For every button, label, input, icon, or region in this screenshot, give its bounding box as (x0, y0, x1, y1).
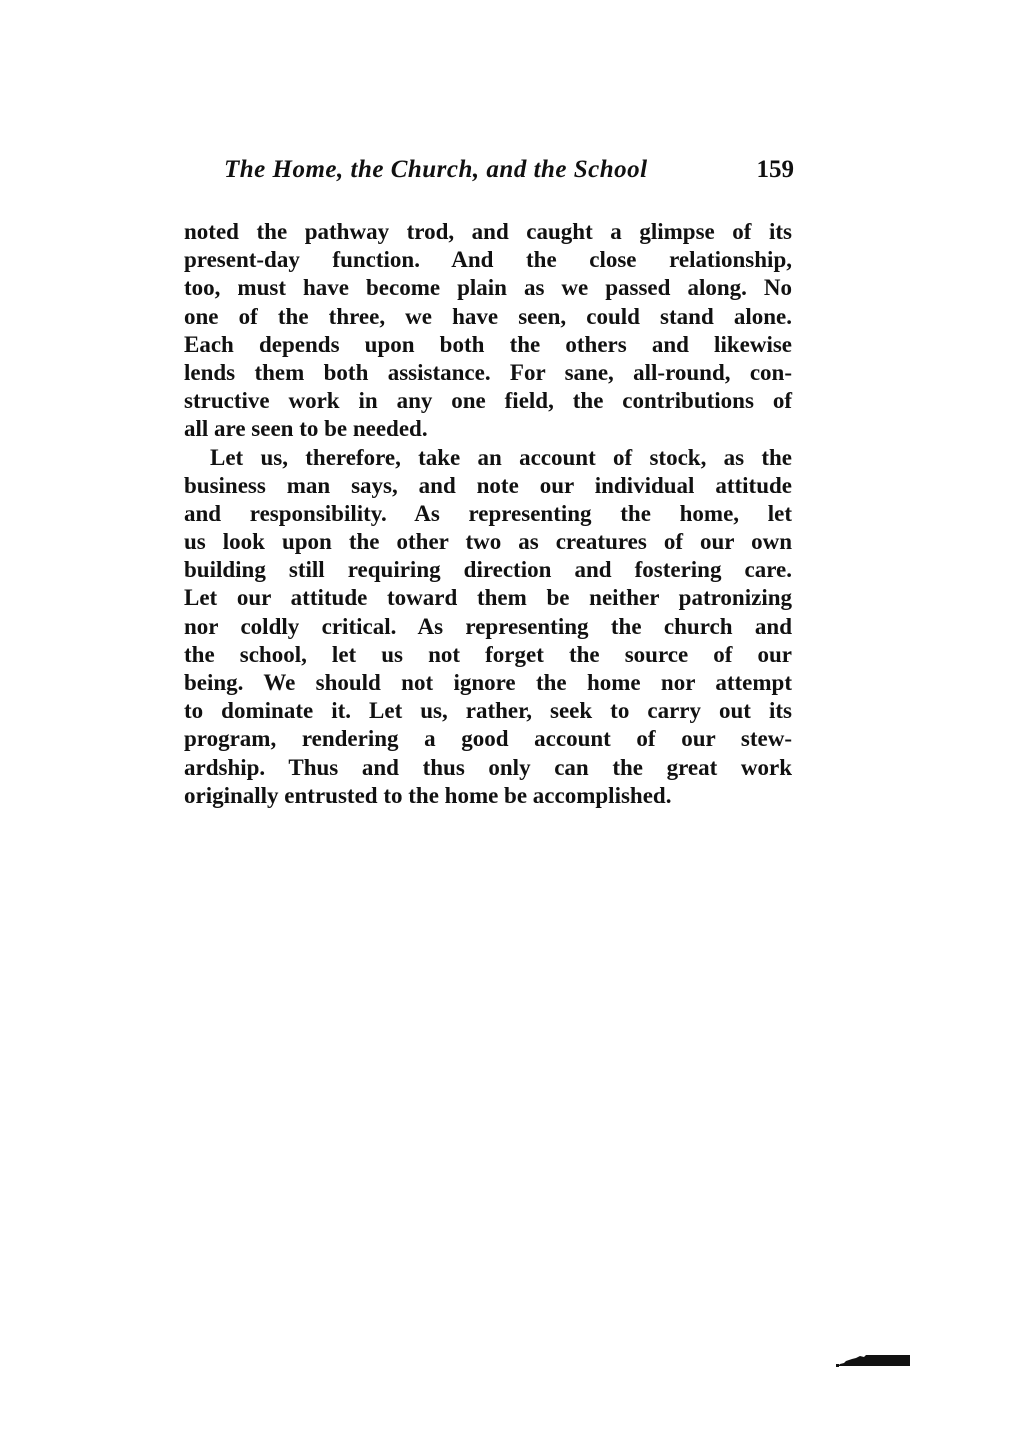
text-line: to dominate it. Let us, rather, seek to carry out its (184, 698, 792, 724)
text-line: building still requiring direction and fostering care. (184, 557, 792, 583)
text-line: present-day function. And the close relationship, (184, 247, 792, 273)
text-line: business man says, and note our individual attitude (184, 472, 792, 498)
paragraph (184, 218, 792, 444)
text-line: Let us, therefore, take an account of stock, as the (210, 444, 792, 470)
text-line: nor coldly critical. As representing the church and (184, 613, 792, 639)
text-line: noted the pathway trod, and caught a glimpse of its (184, 219, 792, 244)
text-line: too, must have become plain as we passed along. No (184, 275, 792, 301)
page-number: 159 (756, 156, 794, 183)
text-line: all are seen to be needed. (184, 416, 428, 442)
body-text (184, 218, 792, 810)
text-line: lends them both assistance. For sane, all-round, con- (184, 359, 792, 385)
text-line: us look upon the other two as creatures of our own (184, 529, 792, 555)
text-line: program, rendering a good account of our stew- (184, 726, 792, 752)
text-line: structive work in any one field, the contributions of (184, 388, 792, 414)
text-line: originally entrusted to the home be accomplished. (184, 782, 672, 808)
text-line: Let our attitude toward them be neither patronizing (184, 585, 792, 611)
text-line: one of the three, we have seen, could stand alone. (184, 303, 792, 329)
running-head (182, 156, 794, 192)
text-line: ardship. Thus and thus only can the great work (184, 754, 792, 780)
ink-bleed-mark (836, 1352, 912, 1368)
running-head-title: The Home, the Church, and the School (224, 156, 648, 183)
text-line: and responsibility. As representing the home, let (184, 500, 792, 526)
paragraph (184, 444, 792, 810)
text-line: being. We should not ignore the home nor attempt (184, 670, 792, 695)
text-line: the school, let us not forget the source of our (184, 641, 792, 667)
text-line: Each depends upon both the others and likewise (184, 331, 792, 357)
